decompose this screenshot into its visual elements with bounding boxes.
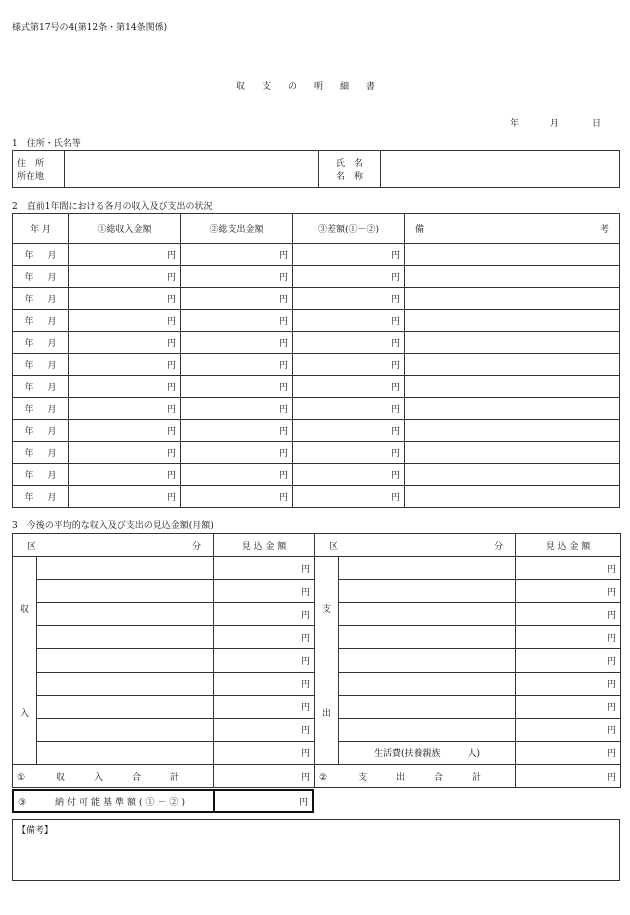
address-label-line1: 住 所 bbox=[17, 159, 45, 169]
expense-ku: 区 bbox=[329, 541, 339, 552]
note-header-left: 備 bbox=[415, 225, 425, 235]
row-income-cell[interactable]: 円 bbox=[69, 420, 181, 442]
row-expense-cell[interactable]: 円 bbox=[181, 310, 293, 332]
row-diff-cell[interactable]: 円 bbox=[293, 464, 405, 486]
row-diff-cell[interactable]: 円 bbox=[293, 398, 405, 420]
row-note-cell[interactable] bbox=[405, 310, 620, 332]
row-income-cell[interactable]: 円 bbox=[69, 332, 181, 354]
section1-heading: 1 住所・氏名等 bbox=[12, 139, 81, 149]
income-v1: 収 bbox=[19, 605, 29, 616]
name-label bbox=[319, 151, 381, 188]
row-diff-cell[interactable]: 円 bbox=[293, 332, 405, 354]
col-income-header: ①総収入金額 bbox=[69, 214, 181, 244]
row-income-cell[interactable]: 円 bbox=[69, 310, 181, 332]
row-month-cell[interactable] bbox=[13, 442, 69, 464]
row-month-label: 月 bbox=[47, 449, 57, 459]
row-expense-cell[interactable]: 円 bbox=[181, 354, 293, 376]
row-month-label: 月 bbox=[47, 295, 57, 305]
monthly-row bbox=[13, 398, 620, 420]
col-expense-header: ②総支出金額 bbox=[181, 214, 293, 244]
row-expense-cell[interactable]: 円 bbox=[181, 376, 293, 398]
row-expense-cell[interactable]: 円 bbox=[181, 464, 293, 486]
row-note-cell[interactable] bbox=[405, 398, 620, 420]
row-income-cell[interactable]: 円 bbox=[69, 442, 181, 464]
row-month-label: 月 bbox=[47, 405, 57, 415]
row-month-cell[interactable] bbox=[13, 332, 69, 354]
expense-total-value[interactable]: 円 bbox=[516, 765, 621, 788]
income-amount-cell[interactable]: 円 bbox=[214, 603, 315, 626]
income-amount-cell[interactable]: 円 bbox=[214, 672, 315, 695]
monthly-row bbox=[13, 464, 620, 486]
row-month-label: 月 bbox=[47, 427, 57, 437]
row-note-cell[interactable] bbox=[405, 288, 620, 310]
expense-amount-cell[interactable]: 円 bbox=[516, 603, 621, 626]
row-month-cell[interactable] bbox=[13, 486, 69, 508]
income-item-cell[interactable] bbox=[37, 718, 214, 741]
row-income-cell[interactable]: 円 bbox=[69, 354, 181, 376]
row-year-label: 年 bbox=[24, 493, 34, 503]
monthly-row bbox=[13, 332, 620, 354]
row-note-cell[interactable] bbox=[405, 376, 620, 398]
date-year-label: 年 bbox=[510, 119, 520, 129]
expense-kubun-header bbox=[315, 534, 516, 557]
monthly-row bbox=[13, 354, 620, 376]
row-diff-cell[interactable]: 円 bbox=[293, 310, 405, 332]
address-label bbox=[13, 151, 65, 188]
row-expense-cell[interactable]: 円 bbox=[181, 398, 293, 420]
row-month-label: 月 bbox=[47, 339, 57, 349]
row-expense-cell[interactable]: 円 bbox=[181, 442, 293, 464]
expense-amount-cell[interactable]: 円 bbox=[516, 649, 621, 672]
income-item-cell[interactable] bbox=[37, 580, 214, 603]
page-title: 収 支 の 明 細 書 bbox=[236, 82, 380, 92]
expense-item-cell[interactable] bbox=[339, 580, 516, 603]
row-expense-cell[interactable]: 円 bbox=[181, 486, 293, 508]
date-month-label: 月 bbox=[550, 119, 560, 129]
expense-total-label: 支 出 合 計 bbox=[357, 772, 491, 783]
row-income-cell[interactable]: 円 bbox=[69, 464, 181, 486]
row-income-cell[interactable]: 円 bbox=[69, 376, 181, 398]
row-year-label: 年 bbox=[24, 273, 34, 283]
income-total-no: ① bbox=[17, 772, 26, 783]
base-amount-value[interactable]: 円 bbox=[214, 790, 313, 812]
row-diff-cell[interactable]: 円 bbox=[293, 288, 405, 310]
row-diff-cell[interactable]: 円 bbox=[293, 420, 405, 442]
row-year-label: 年 bbox=[24, 251, 34, 261]
expense-v1: 支 bbox=[321, 605, 331, 616]
monthly-row bbox=[13, 288, 620, 310]
expense-item-cell[interactable] bbox=[339, 672, 516, 695]
row-note-cell[interactable] bbox=[405, 486, 620, 508]
expense-item-cell[interactable] bbox=[339, 626, 516, 649]
row-month-cell[interactable] bbox=[13, 420, 69, 442]
expense-amount-cell[interactable]: 円 bbox=[516, 718, 621, 741]
name-field[interactable] bbox=[381, 151, 620, 188]
expense-amount-cell[interactable]: 円 bbox=[516, 626, 621, 649]
income-total-value[interactable]: 円 bbox=[214, 765, 315, 788]
row-note-cell[interactable] bbox=[405, 354, 620, 376]
date-day-label: 日 bbox=[592, 119, 602, 129]
row-year-label: 年 bbox=[24, 449, 34, 459]
income-amount-cell[interactable]: 円 bbox=[214, 626, 315, 649]
base-amount-no: ③ bbox=[18, 797, 27, 808]
expense-item-cell[interactable] bbox=[339, 557, 516, 580]
row-diff-cell[interactable]: 円 bbox=[293, 354, 405, 376]
remarks-label: 【備考】 bbox=[17, 826, 54, 836]
row-year-label: 年 bbox=[24, 295, 34, 305]
col-note-header bbox=[405, 214, 620, 244]
row-expense-cell[interactable]: 円 bbox=[181, 420, 293, 442]
monthly-row bbox=[13, 442, 620, 464]
expense-amount-cell[interactable]: 円 bbox=[516, 672, 621, 695]
row-note-cell[interactable] bbox=[405, 464, 620, 486]
forecast-row bbox=[13, 557, 621, 580]
row-month-label: 月 bbox=[47, 471, 57, 481]
row-year-label: 年 bbox=[24, 427, 34, 437]
monthly-row bbox=[13, 376, 620, 398]
income-mikomi-header: 見 込 金 額 bbox=[214, 534, 315, 557]
income-amount-cell[interactable]: 円 bbox=[214, 718, 315, 741]
income-vertical-label bbox=[13, 557, 37, 765]
row-month-label: 月 bbox=[47, 317, 57, 327]
income-kubun-header bbox=[13, 534, 214, 557]
row-month-cell[interactable] bbox=[13, 398, 69, 420]
row-year-label: 年 bbox=[24, 317, 34, 327]
income-ku: 区 bbox=[27, 541, 37, 552]
row-income-cell[interactable]: 円 bbox=[69, 398, 181, 420]
income-amount-cell[interactable]: 円 bbox=[214, 649, 315, 672]
row-year-label: 年 bbox=[24, 405, 34, 415]
row-note-cell[interactable] bbox=[405, 244, 620, 266]
expense-v2: 出 bbox=[321, 708, 331, 719]
row-diff-cell[interactable]: 円 bbox=[293, 486, 405, 508]
monthly-row bbox=[13, 310, 620, 332]
expense-amount-cell[interactable]: 円 bbox=[516, 557, 621, 580]
row-diff-cell[interactable]: 円 bbox=[293, 266, 405, 288]
expense-item-cell[interactable] bbox=[339, 649, 516, 672]
row-income-cell[interactable]: 円 bbox=[69, 266, 181, 288]
expense-item-cell[interactable] bbox=[339, 718, 516, 741]
monthly-row bbox=[13, 266, 620, 288]
income-v2: 入 bbox=[19, 708, 29, 719]
income-item-cell[interactable] bbox=[37, 557, 214, 580]
income-item-cell[interactable] bbox=[37, 695, 214, 718]
income-item-cell[interactable] bbox=[37, 741, 214, 764]
row-month-cell[interactable] bbox=[13, 464, 69, 486]
row-expense-cell[interactable]: 円 bbox=[181, 266, 293, 288]
row-month-cell[interactable] bbox=[13, 288, 69, 310]
base-amount-table bbox=[12, 789, 314, 813]
living-cost-cell[interactable]: 生活費(扶養親族 人) bbox=[339, 741, 516, 764]
row-month-cell[interactable] bbox=[13, 376, 69, 398]
row-year-label: 年 bbox=[24, 361, 34, 371]
row-month-label: 月 bbox=[47, 251, 57, 261]
income-amount-cell[interactable]: 円 bbox=[214, 580, 315, 603]
col-month-header: 年 月 bbox=[13, 214, 69, 244]
note-header-right: 考 bbox=[599, 225, 609, 235]
row-note-cell[interactable] bbox=[405, 332, 620, 354]
name-label-line1: 氏 名 bbox=[335, 159, 363, 169]
section3-heading: 3 今後の平均的な収入及び支出の見込金額(月額) bbox=[12, 521, 214, 531]
name-label-line2: 名 称 bbox=[335, 172, 363, 182]
row-month-cell[interactable] bbox=[13, 354, 69, 376]
row-note-cell[interactable] bbox=[405, 266, 620, 288]
row-month-cell[interactable] bbox=[13, 310, 69, 332]
expense-mikomi-header: 見 込 金 額 bbox=[516, 534, 621, 557]
income-amount-cell[interactable]: 円 bbox=[214, 741, 315, 764]
row-month-cell[interactable] bbox=[13, 266, 69, 288]
form-id: 様式第17号の4(第12条・第14条関係) bbox=[12, 23, 168, 33]
row-month-cell[interactable] bbox=[13, 244, 69, 266]
col-diff-header: ③差額(①－②) bbox=[293, 214, 405, 244]
row-expense-cell[interactable]: 円 bbox=[181, 332, 293, 354]
expense-item-cell[interactable] bbox=[339, 603, 516, 626]
base-amount-label-cell bbox=[13, 790, 214, 812]
row-income-cell[interactable]: 円 bbox=[69, 486, 181, 508]
row-expense-cell[interactable]: 円 bbox=[181, 288, 293, 310]
row-diff-cell[interactable]: 円 bbox=[293, 442, 405, 464]
row-income-cell[interactable]: 円 bbox=[69, 244, 181, 266]
address-label-line2: 所在地 bbox=[17, 172, 45, 182]
row-diff-cell[interactable]: 円 bbox=[293, 376, 405, 398]
monthly-table bbox=[12, 213, 620, 508]
income-amount-cell[interactable]: 円 bbox=[214, 557, 315, 580]
monthly-row bbox=[13, 486, 620, 508]
row-year-label: 年 bbox=[24, 383, 34, 393]
expense-total-label-cell bbox=[315, 765, 516, 788]
section2-heading: 2 直前1年間における各月の収入及び支出の状況 bbox=[12, 202, 213, 212]
forecast-table bbox=[12, 533, 621, 788]
row-note-cell[interactable] bbox=[405, 420, 620, 442]
income-item-cell[interactable] bbox=[37, 603, 214, 626]
monthly-row bbox=[13, 420, 620, 442]
expense-vertical-label bbox=[315, 557, 339, 765]
income-item-cell[interactable] bbox=[37, 649, 214, 672]
row-year-label: 年 bbox=[24, 471, 34, 481]
remarks-box[interactable] bbox=[12, 819, 620, 881]
row-month-label: 月 bbox=[47, 361, 57, 371]
address-field[interactable] bbox=[65, 151, 319, 188]
row-note-cell[interactable] bbox=[405, 442, 620, 464]
expense-amount-cell[interactable]: 円 bbox=[516, 580, 621, 603]
expense-bun: 分 bbox=[493, 541, 503, 552]
income-amount-cell[interactable]: 円 bbox=[214, 695, 315, 718]
income-total-label-cell bbox=[13, 765, 214, 788]
income-item-cell[interactable] bbox=[37, 626, 214, 649]
monthly-row bbox=[13, 244, 620, 266]
expense-amount-cell[interactable]: 円 bbox=[516, 695, 621, 718]
address-name-table bbox=[12, 150, 620, 188]
expense-amount-cell[interactable]: 円 bbox=[516, 741, 621, 764]
row-month-label: 月 bbox=[47, 493, 57, 503]
expense-item-cell[interactable] bbox=[339, 695, 516, 718]
expense-total-no: ② bbox=[319, 772, 328, 783]
income-item-cell[interactable] bbox=[37, 672, 214, 695]
row-income-cell[interactable]: 円 bbox=[69, 288, 181, 310]
income-total-label: 収 入 合 計 bbox=[55, 772, 189, 783]
row-month-label: 月 bbox=[47, 383, 57, 393]
row-year-label: 年 bbox=[24, 339, 34, 349]
row-expense-cell[interactable]: 円 bbox=[181, 244, 293, 266]
income-bun: 分 bbox=[191, 541, 201, 552]
base-amount-label: 納付可能基準額(①－②) bbox=[54, 797, 188, 808]
row-month-label: 月 bbox=[47, 273, 57, 283]
row-diff-cell[interactable]: 円 bbox=[293, 244, 405, 266]
